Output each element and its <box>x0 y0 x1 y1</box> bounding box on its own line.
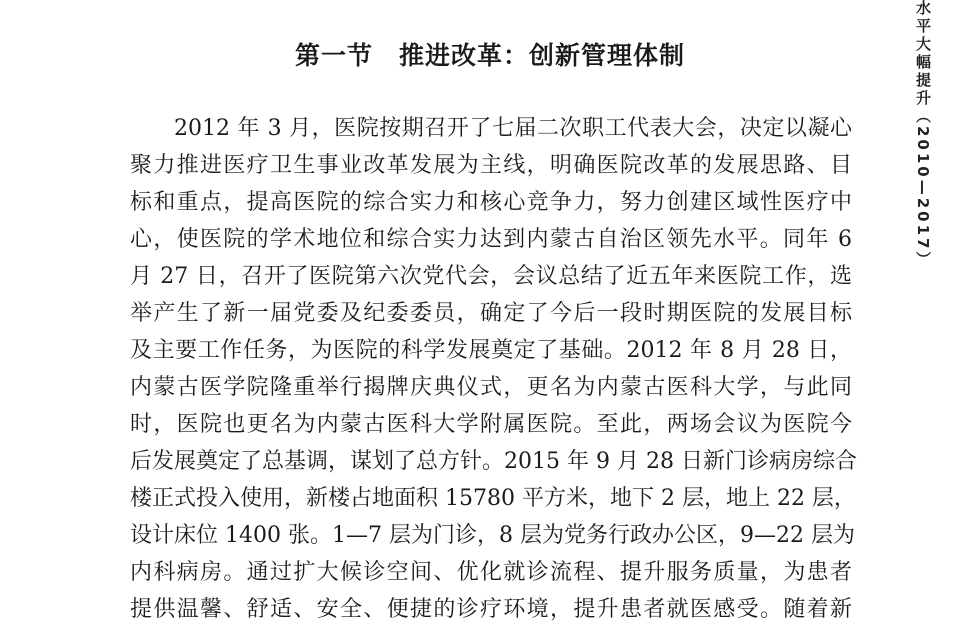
paragraph-line: 提供温馨、舒适、安全、便捷的诊疗环境，提升患者就医感受。随着新 <box>130 597 852 622</box>
paragraph-line: 设计床位 1400 张。1—7 层为门诊，8 层为党务行政办公区，9—22 层为 <box>130 523 855 548</box>
paragraph-line: 聚力推进医疗卫生事业改革发展为主线，明确医院改革的发展思路、目 <box>130 153 852 178</box>
paragraph-line: 标和重点，提高医院的综合实力和核心竞争力，努力创建区域性医疗中 <box>130 190 852 215</box>
running-header-vertical: 水平大幅提升（2010—2017） <box>914 0 932 270</box>
paragraph-line: 心，使医院的学术地位和综合实力达到内蒙古自治区领先水平。同年 6 <box>130 227 852 252</box>
paragraph-line: 内科病房。通过扩大候诊空间、优化就诊流程、提升服务质量，为患者 <box>130 560 852 585</box>
paragraph-line: 楼正式投入使用，新楼占地面积 15780 平方米，地下 2 层，地上 22 层， <box>130 486 856 511</box>
paragraph-line: 及主要工作任务，为医院的科学发展奠定了基础。2012 年 8 月 28 日， <box>130 338 852 363</box>
body-paragraph <box>130 110 857 628</box>
paragraph-line: 2012 年 3 月，医院按期召开了七届二次职工代表大会，决定以凝心 <box>174 116 852 141</box>
paragraph-line: 时，医院也更名为内蒙古医科大学附属医院。至此，两场会议为医院今 <box>130 412 852 437</box>
paragraph-line: 举产生了新一届党委及纪委委员，确定了今后一段时期医院的发展目标 <box>130 301 852 326</box>
paragraph-line: 内蒙古医学院隆重举行揭牌庆典仪式，更名为内蒙古医科大学，与此同 <box>130 375 852 400</box>
paragraph-line: 月 27 日，召开了医院第六次党代会，会议总结了近五年来医院工作，选 <box>130 264 852 289</box>
section-title: 第一节 推进改革：创新管理体制 <box>294 41 685 70</box>
paragraph-line: 后发展奠定了总基调，谋划了总方针。2015 年 9 月 28 日新门诊病房综合 <box>130 449 857 474</box>
